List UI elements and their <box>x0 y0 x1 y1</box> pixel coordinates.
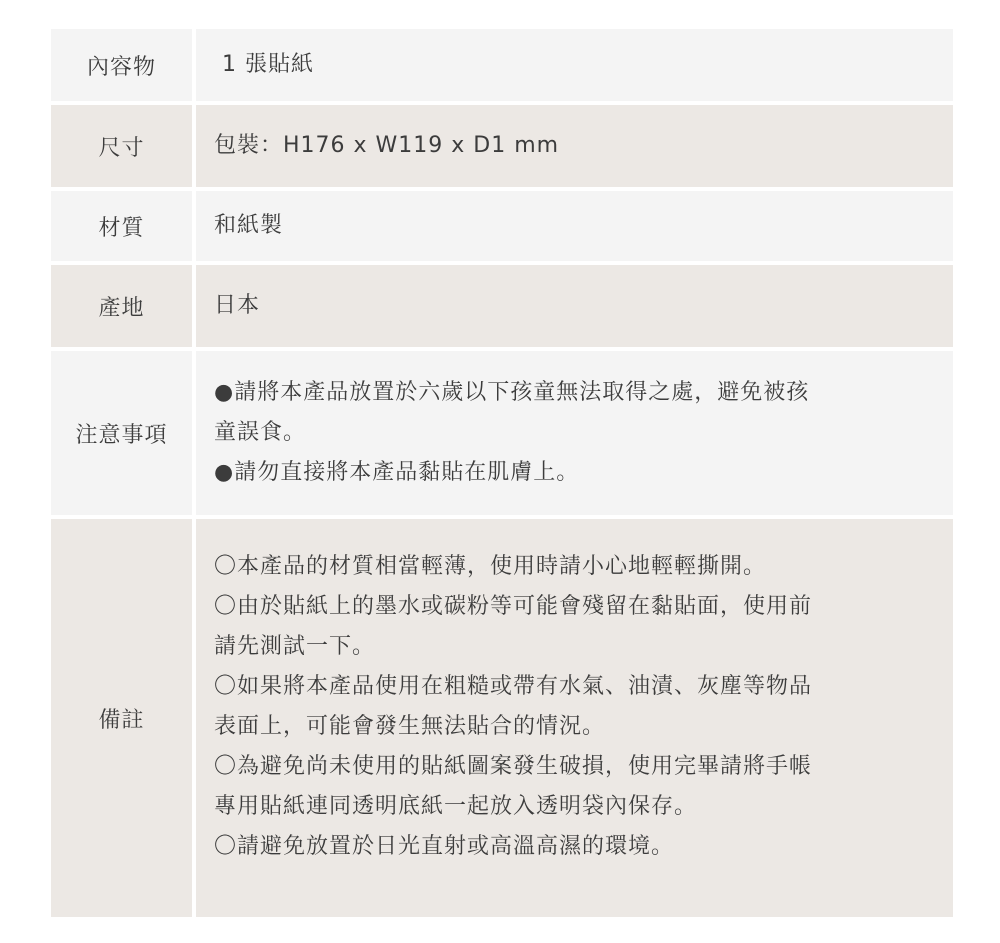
text-line: 〇請避免放置於日光直射或高溫高濕的環境。 <box>214 834 675 859</box>
row-value <box>196 351 953 515</box>
text-line: 請先測試一下。 <box>214 634 376 659</box>
text-line: 〇由於貼紙上的墨水或碳粉等可能會殘留在黏貼面，使用前 <box>214 594 813 619</box>
row-label: 材質 <box>51 191 196 261</box>
row-value: 包裝：H176 x W119 x D1 mm <box>196 105 953 187</box>
row-label: 備註 <box>51 519 196 917</box>
text-line: 〇如果將本產品使用在粗糙或帶有水氣、油漬、灰塵等物品 <box>214 674 813 699</box>
row-label: 尺寸 <box>51 105 196 187</box>
row-label: 產地 <box>51 265 196 347</box>
spec-table <box>51 29 953 917</box>
table-row-precautions <box>51 351 953 519</box>
table-row-origin <box>51 265 953 351</box>
row-value <box>196 519 953 917</box>
row-value: 1 張貼紙 <box>196 29 953 101</box>
table-row-contents <box>51 29 953 105</box>
text-line: 〇為避免尚未使用的貼紙圖案發生破損，使用完畢請將手帳 <box>214 754 813 779</box>
text-line: 表面上，可能會發生無法貼合的情況。 <box>214 714 606 739</box>
text-line: ●請勿直接將本產品黏貼在肌膚上。 <box>214 460 580 485</box>
text-line: 〇本產品的材質相當輕薄，使用時請小心地輕輕撕開。 <box>214 554 767 579</box>
text-line: ●請將本產品放置於六歲以下孩童無法取得之處，避免被孩 <box>214 380 810 405</box>
row-value: 日本 <box>196 265 953 347</box>
row-label: 內容物 <box>51 29 196 101</box>
table-row-size <box>51 105 953 191</box>
row-value: 和紙製 <box>196 191 953 261</box>
table-row-notes <box>51 519 953 917</box>
row-label: 注意事項 <box>51 351 196 515</box>
text-line: 童誤食。 <box>214 420 307 445</box>
table-row-material <box>51 191 953 265</box>
text-line: 專用貼紙連同透明底紙一起放入透明袋內保存。 <box>214 794 698 819</box>
